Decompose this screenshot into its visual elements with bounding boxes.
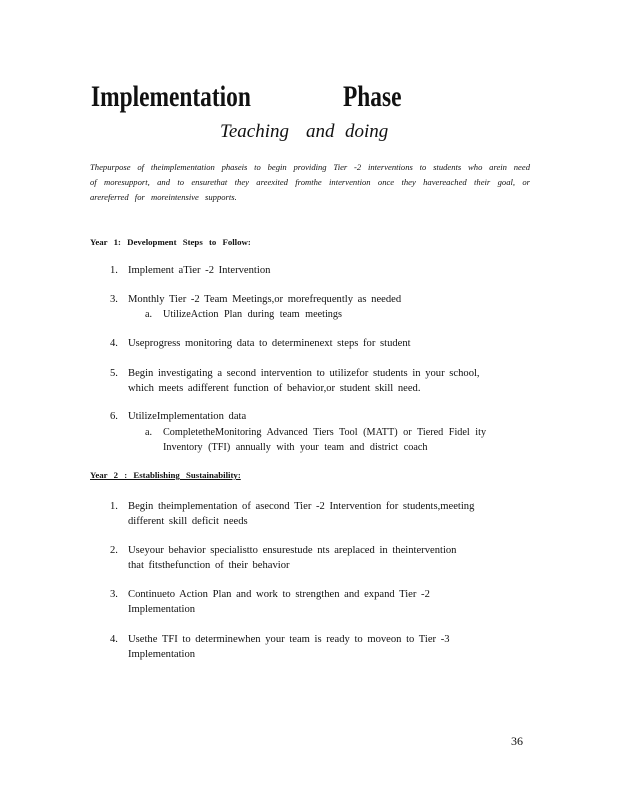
year2-item-1-line-2: different skill deficit needs: [128, 516, 248, 527]
year2-item-3: [110, 587, 430, 602]
year2-item-2: [110, 543, 456, 558]
year1-item-5: [110, 366, 480, 381]
year1-item-1: [110, 263, 270, 278]
item-text-line-1: Begin theimplementation of asecond Tier -2 Intervention for students,meeting: [128, 501, 475, 512]
year1-item-5-line-2: which meets adifferent function of behavior,or student skill need.: [128, 383, 421, 394]
item-number: 5.: [110, 368, 118, 379]
year2-item-1: [110, 499, 474, 514]
subtitle-word-1: Teaching: [220, 121, 289, 142]
item-text-line-1: Begin investigating a second intervention to utilizefor students in your school,: [128, 368, 480, 379]
sub-text: UtilizeAction Plan during team meetings: [163, 309, 342, 320]
item-text: UtilizeImplementation data: [128, 411, 247, 422]
sub-text-line-1: CompletetheMonitoring Advanced Tiers Tool (MATT) or Tiered Fidel ity: [163, 427, 487, 438]
item-number: 3.: [110, 294, 118, 305]
year2-item-2-line-2: that fitsthefunction of their behavior: [128, 560, 290, 571]
item-number: 4.: [110, 338, 118, 349]
subtitle-word-3: doing: [345, 121, 389, 142]
item-number: 1.: [110, 265, 118, 276]
item-number: 4.: [110, 634, 118, 645]
year2-item-4-line-2: Implementation: [128, 649, 196, 660]
item-text-line-1: Useyour behavior specialistto ensurestude nts areplaced in theintervention: [128, 545, 457, 556]
year2-item-3-line-2: Implementation: [128, 604, 196, 615]
item-text: Useprogress monitoring data to determinenext steps for student: [128, 338, 411, 349]
title-right: Phase: [343, 80, 402, 113]
page-number: 36: [511, 734, 523, 748]
year1-heading: Year 1: Development Steps to Follow:: [90, 237, 251, 247]
year1-item-4: [110, 336, 411, 351]
intro-paragraph: Thepurpose of theimplementation phaseis to begin providing Tier -2 interventions to students who arein need of moresupport, and to ensurethat they areexited fromthe intervention once they havereached their goal, or arereferred for moreintensive supports.: [90, 162, 530, 202]
title-left: Implementation: [91, 80, 251, 113]
year2-heading: Year 2 : Establishing Sustainability:: [90, 470, 241, 480]
year1-item-3-sub: [145, 307, 342, 322]
item-number: 1.: [110, 501, 118, 512]
item-number: 2.: [110, 545, 118, 556]
year1-item-6-sub-line-2: Inventory (TFI) annually with your team and district coach: [163, 442, 428, 453]
year1-item-6-sub: [145, 425, 486, 440]
year1-item-3: [110, 292, 401, 307]
item-text-line-1: Continueto Action Plan and work to strengthen and expand Tier -2: [128, 589, 430, 600]
subtitle-word-2: and: [306, 121, 335, 142]
item-number: 3.: [110, 589, 118, 600]
item-text-line-1: Usethe TFI to determinewhen your team is ready to moveon to Tier -3: [128, 634, 450, 645]
sub-marker: a.: [145, 309, 153, 320]
year1-item-6: [110, 409, 246, 424]
item-text: Monthly Tier -2 Team Meetings,or morefrequently as needed: [128, 294, 402, 305]
item-number: 6.: [110, 411, 118, 422]
sub-marker: a.: [145, 427, 153, 438]
item-text: Implement aTier -2 Intervention: [128, 265, 271, 276]
year2-item-4: [110, 632, 450, 647]
